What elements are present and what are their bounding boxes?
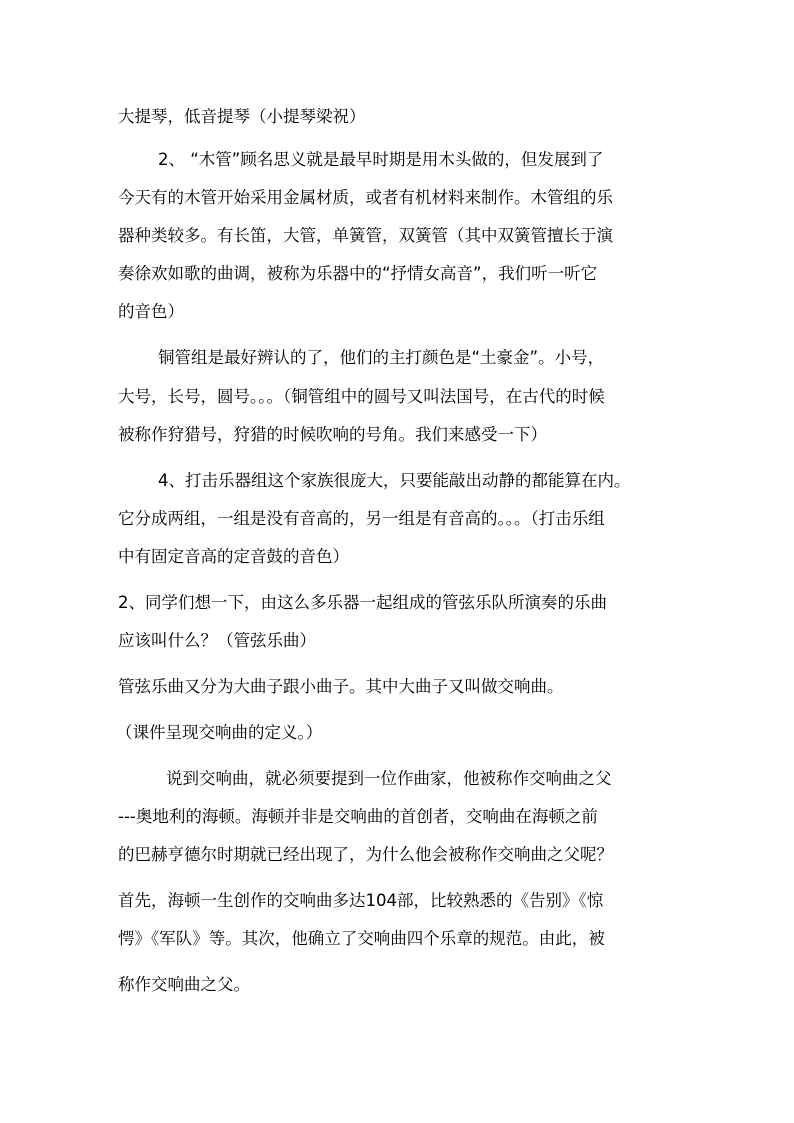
text-line: 应该叫什么？（管弦乐曲） (118, 631, 316, 650)
text-line: 奏徐欢如歌的曲调，被称为乐器中的“抒情女高音”，我们听一听它 (118, 264, 598, 283)
text-line: 的音色） (118, 302, 184, 321)
text-line: 4、打击乐器组这个家族很庞大，只要能敲出动静的都能算在内。 (158, 471, 631, 490)
text-line: 说到交响曲，就必须要提到一位作曲家，他被称作交响曲之父 (166, 769, 612, 788)
text-line: 器种类较多。有长笛，大管，单簧管，双簧管（其中双簧管擅长于演 (118, 226, 613, 245)
text-line: （课件呈现交响曲的定义。） (116, 723, 323, 742)
text-line: ---奥地利的海顿。海顿并非是交响曲的首创者，交响曲在海顿之前 (118, 807, 598, 826)
text-line: 它分成两组，一组是没有音高的，另一组是有音高的。。。（打击乐组 (118, 509, 605, 528)
text-line: 2、同学们想一下，由这么多乐器一起组成的管弦乐队所演奏的乐曲 (118, 593, 607, 612)
text-line: 2、 “木管”顾名思义就是最早时期是用木头做的，但发展到了 (158, 150, 604, 169)
text-line: 铜管组是最好辨认的了，他们的主打颜色是“土豪金”。小号， (158, 348, 605, 367)
text-line: 首先，海顿一生创作的交响曲多达104部，比较熟悉的《告别》《惊 (118, 891, 604, 910)
text-line: 大号，长号，圆号。。。（铜管组中的圆号又叫法国号，在古代的时候 (118, 387, 605, 406)
text-line: 的巴赫亨德尔时期就已经出现了，为什么他会被称作交响曲之父呢？ (118, 845, 613, 864)
text-line: 中有固定音高的定音鼓的音色） (118, 547, 349, 566)
text-line: 称作交响曲之父。 (118, 975, 250, 994)
text-line: 大提琴，低音提琴（小提琴梁祝） (118, 107, 366, 126)
text-line: 今天有的木管开始采用金属材质，或者有机材料来制作。木管组的乐 (118, 188, 613, 207)
text-line: 管弦乐曲又分为大曲子跟小曲子。其中大曲子又叫做交响曲。 (118, 677, 564, 696)
text-line: 被称作狩猎号，狩猎的时候吹响的号角。我们来感受一下） (118, 425, 547, 444)
text-line: 愕》《军队》等。其次，他确立了交响曲四个乐章的规范。由此，被 (118, 929, 605, 948)
